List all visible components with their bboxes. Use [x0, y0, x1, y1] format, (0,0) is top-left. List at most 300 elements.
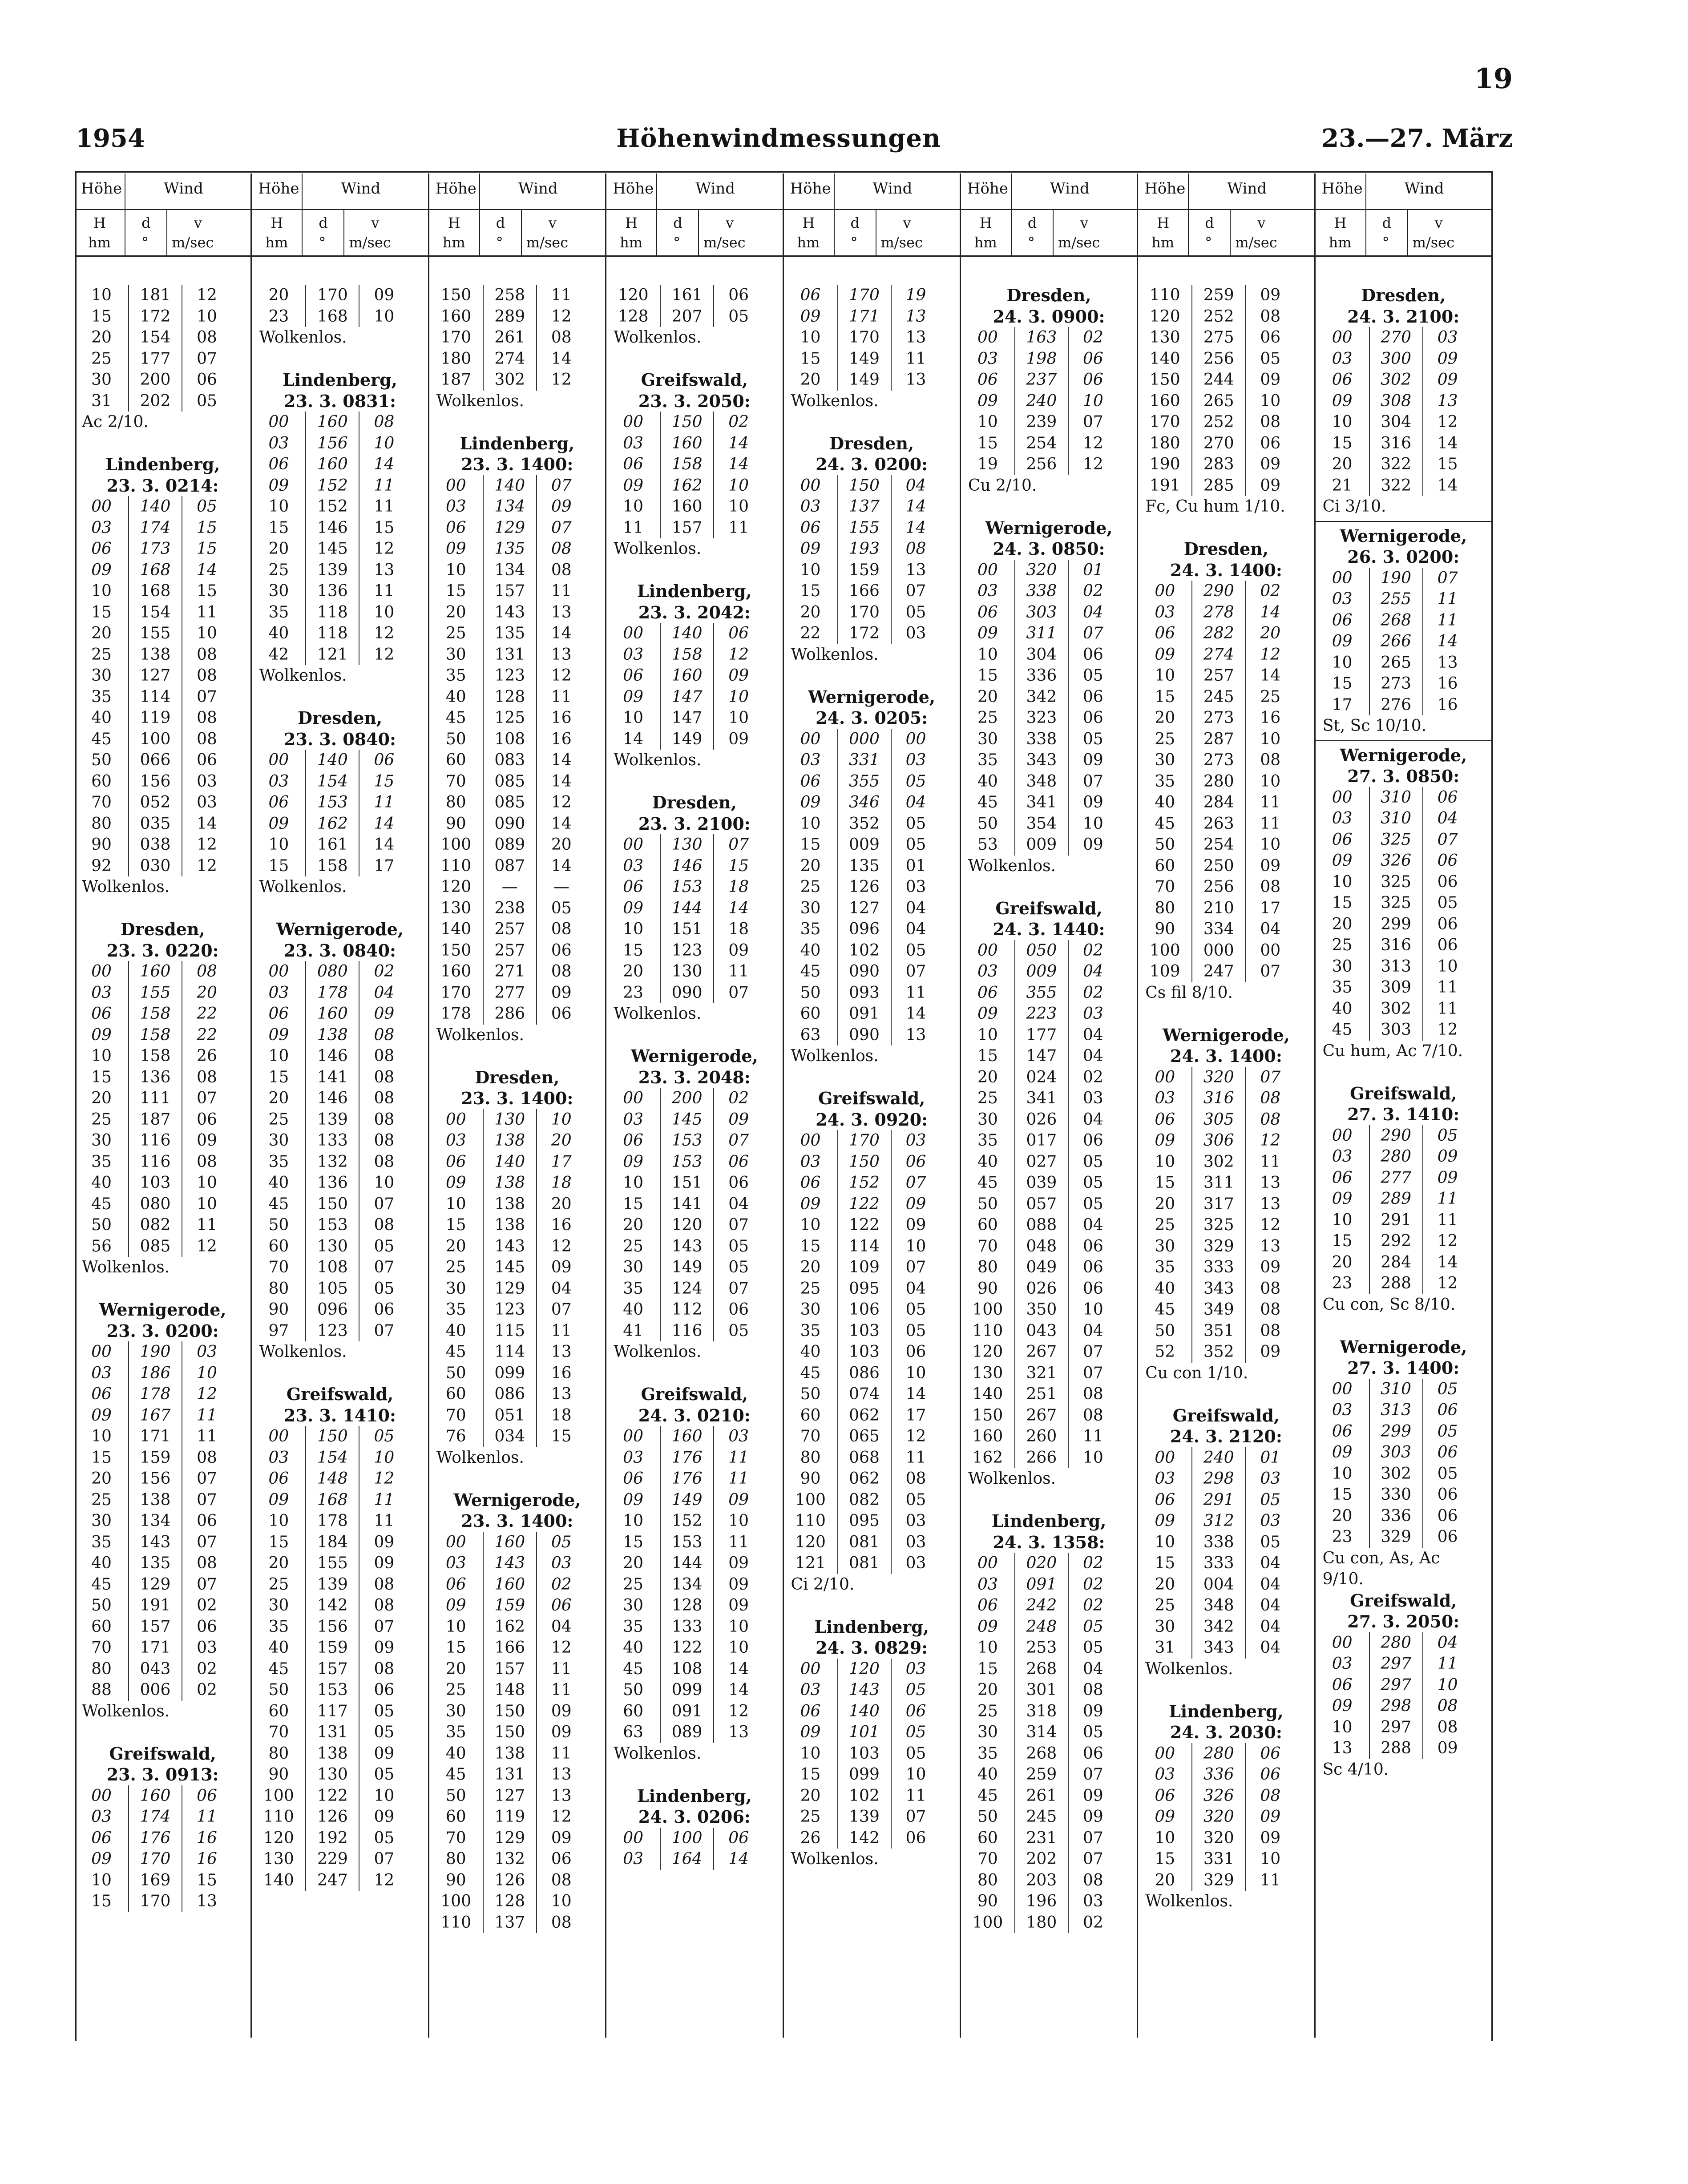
direction-value: 123 [483, 665, 537, 686]
header-h: H [448, 214, 460, 231]
header-wind: Wind [518, 180, 558, 198]
speed-value: 14 [1260, 666, 1281, 685]
speed-value: 13 [905, 307, 926, 326]
table-row [75, 496, 250, 517]
table-row [784, 1003, 960, 1025]
spacer [961, 876, 1137, 898]
height-value: 20 [1332, 1253, 1353, 1272]
speed-value: 10 [551, 1110, 572, 1129]
speed-value: 09 [1260, 286, 1281, 304]
header-divider [1011, 174, 1012, 255]
height-value: 14 [623, 730, 644, 748]
direction-value: 138 [483, 1743, 537, 1764]
station-name: Dresden, [1183, 539, 1269, 559]
direction-value: 298 [1369, 1696, 1423, 1717]
table-row [252, 792, 428, 813]
table-row [961, 454, 1137, 475]
table-row [75, 1172, 250, 1194]
column-body [252, 285, 428, 1891]
direction-value: 132 [483, 1849, 537, 1870]
speed-value: 02 [1082, 328, 1103, 347]
direction-value: 138 [128, 644, 182, 666]
table-row [75, 1447, 250, 1469]
height-value: 03 [268, 983, 289, 1002]
height-value: 70 [1155, 878, 1175, 896]
height-value: 170 [440, 983, 472, 1002]
direction-value: 238 [483, 898, 537, 919]
speed-value: 02 [1082, 1575, 1103, 1594]
header-hm: hm [1151, 234, 1175, 251]
height-value: 45 [445, 709, 466, 727]
speed-value: 06 [1260, 328, 1281, 347]
direction-value: 102 [837, 1785, 892, 1807]
column-header [252, 174, 428, 257]
table-row [75, 285, 250, 306]
direction-value: 144 [660, 1553, 714, 1574]
spacer [784, 665, 960, 686]
table-row [784, 369, 960, 391]
direction-value: 154 [305, 1447, 359, 1469]
speed-value: 03 [905, 1131, 926, 1150]
table-row [429, 686, 605, 708]
table-row [784, 813, 960, 835]
direction-value: 286 [483, 1003, 537, 1025]
column-body [1316, 285, 1491, 1780]
height-value: 190 [1149, 455, 1180, 473]
height-value: 13 [1332, 1739, 1353, 1757]
station-name: Greifswald, [1350, 1590, 1457, 1611]
table-row [429, 1130, 605, 1151]
table-row [429, 1363, 605, 1384]
direction-value: 103 [837, 1320, 892, 1342]
direction-value: 122 [837, 1194, 892, 1215]
height-value: 00 [91, 497, 112, 516]
speed-value: 07 [1437, 569, 1458, 587]
height-value: 15 [977, 1659, 998, 1678]
table-row [961, 1659, 1137, 1680]
direction-value: 231 [1014, 1828, 1069, 1849]
height-value: 03 [1332, 809, 1353, 828]
speed-value: 11 [728, 1448, 749, 1467]
speed-value: 07 [551, 1300, 572, 1319]
direction-value: 276 [1369, 694, 1423, 716]
direction-value: 289 [1369, 1188, 1423, 1210]
direction-value: 158 [128, 1025, 182, 1046]
table-row [784, 961, 960, 982]
speed-value: 09 [374, 286, 395, 304]
height-value: 100 [440, 1892, 472, 1910]
table-row [1316, 673, 1491, 694]
direction-value: 169 [128, 1870, 182, 1891]
height-value: 40 [1155, 793, 1175, 811]
height-value: 10 [1332, 413, 1353, 431]
height-value: 70 [445, 1829, 466, 1847]
height-value: 03 [623, 645, 644, 664]
table-row [1138, 391, 1314, 412]
header-deg: ° [141, 234, 149, 251]
height-value: 30 [800, 899, 821, 917]
speed-value: 12 [1437, 1021, 1458, 1039]
direction-value: 168 [128, 560, 182, 581]
table-row [606, 1194, 782, 1215]
direction-value: 256 [1191, 876, 1246, 898]
height-value: 56 [91, 1237, 112, 1255]
speed-value: 07 [197, 1575, 217, 1594]
direction-value: 150 [837, 475, 892, 497]
direction-value: 157 [660, 517, 714, 539]
speed-value: 03 [905, 1512, 926, 1530]
table-row [429, 285, 605, 306]
table-row [252, 1320, 428, 1342]
speed-value: 10 [1260, 1850, 1281, 1868]
speed-value: 12 [197, 836, 217, 854]
height-value: 20 [1332, 1506, 1353, 1525]
speed-value: 08 [374, 1089, 395, 1107]
direction-value: 160 [305, 412, 359, 433]
table-row [1138, 1109, 1314, 1130]
table-row [252, 1490, 428, 1511]
station-name: Wernigerode, [985, 517, 1113, 538]
cloud-note: Cu con 1/10. [1145, 1364, 1248, 1382]
table-row [1138, 285, 1314, 306]
cloud-note: Cu 2/10. [968, 476, 1037, 495]
table-row [1138, 1785, 1314, 1807]
direction-value: 263 [1191, 813, 1246, 835]
speed-value: 11 [905, 1448, 926, 1467]
height-value: 10 [800, 1216, 821, 1234]
height-value: 15 [91, 1448, 112, 1467]
header-row [961, 174, 1137, 210]
height-value: 30 [91, 1512, 112, 1530]
spacer [75, 1278, 250, 1300]
station-name: Lindenberg, [1169, 1701, 1284, 1721]
direction-value: 349 [1191, 1299, 1246, 1320]
table-row [252, 1278, 428, 1300]
header-ms: m/sec [880, 234, 923, 251]
speed-value: 06 [1437, 936, 1458, 954]
table-row [429, 982, 605, 1004]
height-value: 00 [268, 962, 289, 981]
direction-value: 176 [660, 1468, 714, 1490]
cloud-note: Wolkenlos. [968, 856, 1056, 875]
speed-value: 13 [1437, 392, 1458, 410]
table-row [784, 517, 960, 539]
table-row [75, 1384, 250, 1405]
speed-value: 07 [728, 1131, 749, 1150]
table-row [606, 454, 782, 475]
speed-value: 06 [728, 1174, 749, 1192]
table-row [75, 538, 250, 560]
height-value: 06 [623, 1131, 644, 1150]
table-row [1316, 935, 1491, 956]
height-value: 100 [263, 1786, 294, 1805]
height-value: 17 [1332, 695, 1353, 714]
speed-value: 11 [1437, 1655, 1458, 1673]
spacer [1138, 1679, 1314, 1701]
direction-value: 171 [128, 1637, 182, 1659]
station-time: 24. 3. 0205: [816, 708, 928, 728]
table-row [1138, 919, 1314, 940]
height-value: 45 [1332, 1021, 1353, 1039]
header-divider [343, 209, 344, 255]
speed-value: 11 [197, 1406, 217, 1425]
speed-value: 08 [197, 962, 217, 981]
direction-value: 086 [837, 1363, 892, 1384]
table-row [1138, 876, 1314, 898]
height-value: 45 [1155, 1300, 1175, 1319]
spacer [75, 433, 250, 454]
table-row [606, 686, 782, 708]
speed-value: 09 [1260, 856, 1281, 875]
direction-value: 320 [1191, 1067, 1246, 1088]
table-row [1316, 369, 1491, 391]
direction-value: 181 [128, 285, 182, 306]
column-header [1138, 174, 1314, 257]
height-value: 15 [445, 1216, 466, 1234]
height-value: 09 [1155, 1131, 1175, 1150]
height-value: 00 [268, 1427, 289, 1445]
height-value: 15 [268, 856, 289, 875]
speed-value: 15 [374, 772, 395, 791]
table-row [606, 1553, 782, 1574]
table-row [784, 792, 960, 813]
direction-value: 322 [1369, 475, 1423, 497]
direction-value: 122 [305, 1785, 359, 1807]
speed-value: 05 [374, 1829, 395, 1847]
height-value: 03 [91, 518, 112, 537]
speed-value: 03 [905, 878, 926, 896]
direction-value: 108 [305, 1257, 359, 1278]
speed-value: 13 [905, 371, 926, 389]
direction-value: 336 [1191, 1764, 1246, 1785]
table-row [961, 707, 1137, 729]
direction-value: 130 [305, 1764, 359, 1785]
header-deg: ° [850, 234, 858, 251]
direction-value: 350 [1014, 1299, 1069, 1320]
height-value: 15 [623, 1533, 644, 1551]
speed-value: 10 [728, 476, 749, 495]
height-value: 09 [91, 1406, 112, 1425]
speed-value: 07 [1260, 962, 1281, 981]
speed-value: 14 [1437, 434, 1458, 452]
speed-value: 13 [197, 1892, 217, 1910]
spacer [784, 412, 960, 433]
table-row [429, 1574, 605, 1595]
direction-value: 156 [305, 433, 359, 454]
height-value: 09 [977, 1617, 998, 1636]
height-value: 15 [91, 1068, 112, 1086]
height-value: 40 [977, 1152, 998, 1171]
height-value: 140 [440, 920, 472, 938]
table-row [429, 1257, 605, 1278]
table-row [429, 856, 605, 877]
direction-value: 280 [1369, 1146, 1423, 1167]
table-row [784, 1532, 960, 1553]
speed-value: 08 [1260, 413, 1281, 431]
table-row [961, 1679, 1137, 1701]
direction-value: 111 [128, 1088, 182, 1109]
column-header [75, 174, 250, 257]
table-row [1316, 1632, 1491, 1654]
direction-value: 271 [483, 961, 537, 982]
height-value: 06 [1332, 1675, 1353, 1694]
spacer [252, 686, 428, 708]
height-value: 06 [445, 1152, 466, 1171]
speed-value: 11 [1437, 978, 1458, 997]
direction-value: 116 [128, 1151, 182, 1173]
height-value: 60 [445, 751, 466, 769]
speed-value: 09 [728, 1554, 749, 1572]
height-value: 100 [1149, 941, 1180, 960]
direction-value: 317 [1191, 1194, 1246, 1215]
table-row [784, 919, 960, 940]
station-time: 23. 3. 1400: [461, 454, 573, 474]
direction-value: 210 [1191, 898, 1246, 919]
header-h: H [979, 214, 992, 231]
table-row [1316, 610, 1491, 631]
speed-value: 02 [1082, 1913, 1103, 1932]
speed-value: 13 [728, 1723, 749, 1741]
direction-value: 142 [837, 1828, 892, 1849]
cloud-note: Wolkenlos. [614, 1744, 702, 1763]
header-h: H [1157, 214, 1170, 231]
station-name: Dresden, [1361, 285, 1446, 305]
direction-value: 156 [128, 1468, 182, 1490]
table-row [961, 560, 1137, 581]
header-hm: hm [88, 234, 111, 251]
height-value: 15 [1332, 894, 1353, 912]
direction-value: 139 [305, 1109, 359, 1130]
table-row [1316, 1421, 1491, 1442]
speed-value: 16 [1437, 695, 1458, 714]
direction-value: 140 [660, 623, 714, 644]
speed-value: 02 [728, 1089, 749, 1107]
speed-value: 15 [197, 1871, 217, 1889]
speed-value: 05 [728, 1237, 749, 1255]
table-row [606, 1722, 782, 1743]
speed-value: 09 [374, 1744, 395, 1763]
direction-value: 240 [1014, 391, 1069, 412]
table-row [1316, 787, 1491, 808]
table-row [429, 560, 605, 581]
speed-value: 04 [1260, 1639, 1281, 1657]
direction-value: 126 [483, 1870, 537, 1891]
speed-value: 19 [905, 286, 926, 304]
speed-value: 03 [1082, 1892, 1103, 1910]
speed-value: 06 [197, 1110, 217, 1129]
speed-value: 14 [1437, 476, 1458, 495]
direction-value: 153 [660, 1130, 714, 1151]
header-divider [521, 209, 522, 255]
direction-value: 139 [305, 1574, 359, 1595]
direction-value: 138 [483, 1194, 537, 1215]
direction-value: 147 [660, 707, 714, 729]
cloud-note: Wolkenlos. [614, 328, 702, 347]
direction-value: 116 [128, 1130, 182, 1151]
direction-value: 240 [1191, 1447, 1246, 1469]
direction-value: 149 [837, 369, 892, 391]
speed-value: 10 [374, 603, 395, 622]
height-value: 60 [91, 772, 112, 791]
direction-value: 196 [1014, 1891, 1069, 1912]
cloud-note: Wolkenlos. [968, 1469, 1056, 1488]
table-row [252, 1574, 428, 1595]
direction-value: 268 [1014, 1743, 1069, 1764]
speed-value: 02 [1082, 941, 1103, 960]
table-row [784, 1341, 960, 1363]
direction-value: 287 [1191, 729, 1246, 750]
direction-value: 266 [1369, 631, 1423, 652]
direction-value: 273 [1191, 707, 1246, 729]
height-value: 10 [977, 413, 998, 431]
direction-value: 133 [305, 1130, 359, 1151]
table-row [75, 792, 250, 813]
header-divider [1053, 209, 1054, 255]
direction-value: 331 [1191, 1849, 1246, 1870]
spacer [961, 1490, 1137, 1511]
speed-value: 06 [728, 1829, 749, 1847]
table-row [252, 1426, 428, 1447]
direction-value: 270 [1369, 327, 1423, 348]
speed-value: 13 [551, 1786, 572, 1805]
table-row [252, 644, 428, 666]
table-row [784, 623, 960, 644]
direction-value: 260 [1014, 1426, 1069, 1447]
station-time: 23. 3. 1400: [461, 1511, 573, 1531]
table-row [1138, 1743, 1314, 1764]
speed-value: 13 [551, 1385, 572, 1403]
table-row [429, 750, 605, 771]
direction-value: 261 [483, 327, 537, 348]
direction-value: 341 [1014, 1088, 1069, 1109]
height-value: 45 [1155, 814, 1175, 833]
speed-value: 02 [551, 1575, 572, 1594]
table-row [1138, 686, 1314, 708]
height-value: 50 [1155, 1321, 1175, 1340]
direction-value: 108 [660, 1659, 714, 1680]
speed-value: 08 [374, 1110, 395, 1129]
height-value: 03 [268, 772, 289, 791]
table-row [606, 517, 782, 539]
direction-value: 326 [1191, 1785, 1246, 1807]
table-row [252, 1151, 428, 1173]
height-value: 20 [800, 603, 821, 622]
speed-value: 05 [374, 1237, 395, 1255]
direction-value: 333 [1191, 1257, 1246, 1278]
height-value: 150 [440, 941, 472, 960]
table-row [252, 982, 428, 1004]
height-value: 06 [623, 878, 644, 896]
table-row [606, 1849, 782, 1870]
table-row [784, 834, 960, 856]
direction-value: 006 [128, 1679, 182, 1701]
column-body [75, 285, 250, 1912]
height-value: 00 [623, 1089, 644, 1107]
table-row [606, 707, 782, 729]
height-value: 31 [1155, 1639, 1175, 1657]
direction-value: 355 [1014, 982, 1069, 1004]
header-d: d [319, 214, 328, 231]
speed-value: 11 [1437, 999, 1458, 1018]
height-value: 25 [800, 1808, 821, 1826]
table-row [1316, 327, 1491, 348]
header-hoehe: Höhe [81, 180, 122, 198]
speed-value: 06 [374, 751, 395, 769]
speed-value: 09 [1082, 1786, 1103, 1805]
table-row [961, 1341, 1137, 1363]
table-row [1316, 1717, 1491, 1738]
height-value: 09 [623, 476, 644, 495]
